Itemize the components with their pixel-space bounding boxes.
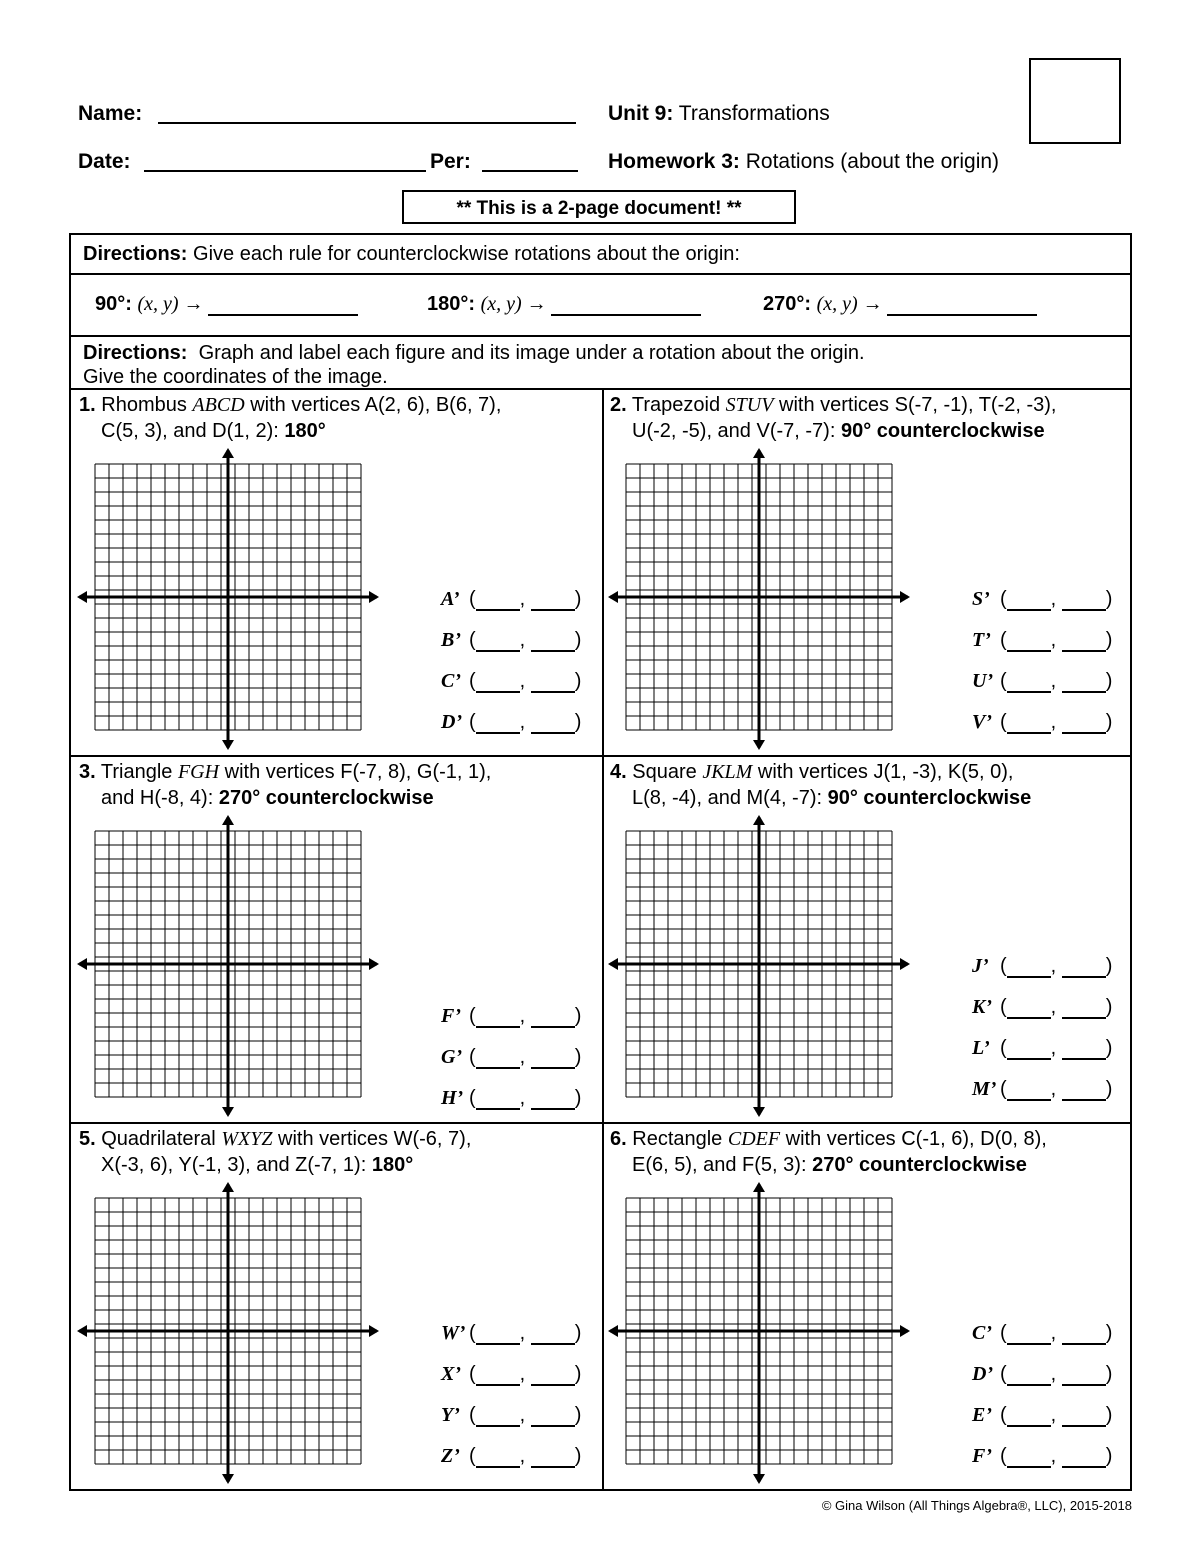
rule-90-blank[interactable] (208, 296, 358, 316)
arrow-left-icon (608, 958, 618, 970)
image-coordinate-answer[interactable]: J’ ( , ) (972, 955, 1113, 977)
date-field[interactable] (144, 170, 426, 172)
arrow-right-icon (900, 1325, 910, 1337)
directions-graph: Directions: Graph and label each figure and its image under a rotation about the origin. Give the coordinates of the image. (83, 342, 865, 388)
name-label: Name: (78, 102, 143, 125)
coordinate-grid[interactable] (606, 813, 912, 1119)
copyright: © Gina Wilson (All Things Algebra®, LLC), 2015-2018 (821, 1498, 1132, 1513)
image-coordinate-answer[interactable]: U’ ( , ) (972, 670, 1113, 692)
coordinate-grid[interactable] (75, 446, 381, 752)
arrow-up-icon (753, 448, 765, 458)
problem-4: 4. Square JKLM with vertices J(1, -3), K(5, 0), L(8, -4), and M(4, -7): 90° counterclockwise (610, 761, 1032, 809)
score-box[interactable] (1029, 58, 1121, 144)
arrow-left-icon (608, 591, 618, 603)
period-field[interactable] (482, 170, 578, 172)
rule-180-blank[interactable] (551, 296, 701, 316)
arrow-left-icon (77, 591, 87, 603)
image-coordinate-answer[interactable]: L’ ( , ) (972, 1037, 1113, 1059)
arrow-down-icon (753, 1474, 765, 1484)
name-field[interactable] (158, 122, 576, 124)
arrow-down-icon (222, 1107, 234, 1117)
rule-270: 270°: (x, y) → (763, 293, 1037, 316)
arrow-up-icon (222, 448, 234, 458)
arrow-right-icon (900, 958, 910, 970)
arrow-down-icon (753, 1107, 765, 1117)
arrow-left-icon (608, 1325, 618, 1337)
image-coordinate-answer[interactable]: V’ ( , ) (972, 711, 1113, 733)
image-coordinate-answer[interactable]: D’ ( , ) (972, 1363, 1113, 1385)
image-coordinate-answer[interactable]: C’ ( , ) (972, 1322, 1113, 1344)
arrow-right-icon (369, 958, 379, 970)
homework-heading: Homework 3: Rotations (about the origin) (608, 150, 1000, 173)
image-coordinate-answer[interactable]: A’ ( , ) (441, 588, 582, 610)
problem-5: 5. Quadrilateral WXYZ with vertices W(-6, 7), X(-3, 6), Y(-1, 3), and Z(-7, 1): 180° (79, 1128, 472, 1176)
image-coordinate-answer[interactable]: B’ ( , ) (441, 629, 582, 651)
image-coordinate-answer[interactable]: D’ ( , ) (441, 711, 582, 733)
two-page-notice: ** This is a 2-page document! ** (402, 190, 796, 224)
arrow-right-icon (369, 591, 379, 603)
coordinate-grid[interactable] (75, 1180, 381, 1486)
arrow-up-icon (753, 815, 765, 825)
arrow-left-icon (77, 958, 87, 970)
image-coordinate-answer[interactable]: E’ ( , ) (972, 1404, 1113, 1426)
unit-heading: Unit 9: Transformations (608, 102, 830, 125)
image-coordinate-answer[interactable]: K’ ( , ) (972, 996, 1113, 1018)
image-coordinate-answer[interactable]: H’ ( , ) (441, 1087, 582, 1109)
image-coordinate-answer[interactable]: X’ ( , ) (441, 1363, 582, 1385)
rule-270-blank[interactable] (887, 296, 1037, 316)
coordinate-grid[interactable] (606, 1180, 912, 1486)
rule-90: 90°: (x, y) → (95, 293, 358, 316)
arrow-up-icon (222, 815, 234, 825)
image-coordinate-answer[interactable]: M’ ( , ) (972, 1078, 1113, 1100)
image-coordinate-answer[interactable]: S’ ( , ) (972, 588, 1113, 610)
arrow-down-icon (222, 1474, 234, 1484)
image-coordinate-answer[interactable]: Y’ ( , ) (441, 1404, 582, 1426)
problem-3: 3. Triangle FGH with vertices F(-7, 8), G(-1, 1), and H(-8, 4): 270° counterclockwise (79, 761, 492, 809)
arrow-up-icon (753, 1182, 765, 1192)
image-coordinate-answer[interactable]: W’ ( , ) (441, 1322, 582, 1344)
image-coordinate-answer[interactable]: F’ ( , ) (972, 1445, 1113, 1467)
coordinate-grid[interactable] (75, 813, 381, 1119)
arrow-right-icon (900, 591, 910, 603)
arrow-up-icon (222, 1182, 234, 1192)
arrow-right-icon (369, 1325, 379, 1337)
problem-1: 1. Rhombus ABCD with vertices A(2, 6), B(6, 7), C(5, 3), and D(1, 2): 180° (79, 394, 502, 442)
coordinate-grid[interactable] (606, 446, 912, 752)
date-label: Date: (78, 150, 131, 173)
image-coordinate-answer[interactable]: G’ ( , ) (441, 1046, 582, 1068)
directions-rules: Directions: Give each rule for counterclockwise rotations about the origin: (83, 243, 740, 265)
arrow-down-icon (753, 740, 765, 750)
image-coordinate-answer[interactable]: F’ ( , ) (441, 1005, 582, 1027)
problem-6: 6. Rectangle CDEF with vertices C(-1, 6), D(0, 8), E(6, 5), and F(5, 3): 270° counterclockwise (610, 1128, 1047, 1176)
arrow-left-icon (77, 1325, 87, 1337)
arrow-down-icon (222, 740, 234, 750)
rule-180: 180°: (x, y) → (427, 293, 701, 316)
per-label: Per: (430, 150, 471, 173)
image-coordinate-answer[interactable]: T’ ( , ) (972, 629, 1113, 651)
image-coordinate-answer[interactable]: C’ ( , ) (441, 670, 582, 692)
image-coordinate-answer[interactable]: Z’ ( , ) (441, 1445, 582, 1467)
problem-2: 2. Trapezoid STUV with vertices S(-7, -1), T(-2, -3), U(-2, -5), and V(-7, -7): 90° counterclockwise (610, 394, 1057, 442)
